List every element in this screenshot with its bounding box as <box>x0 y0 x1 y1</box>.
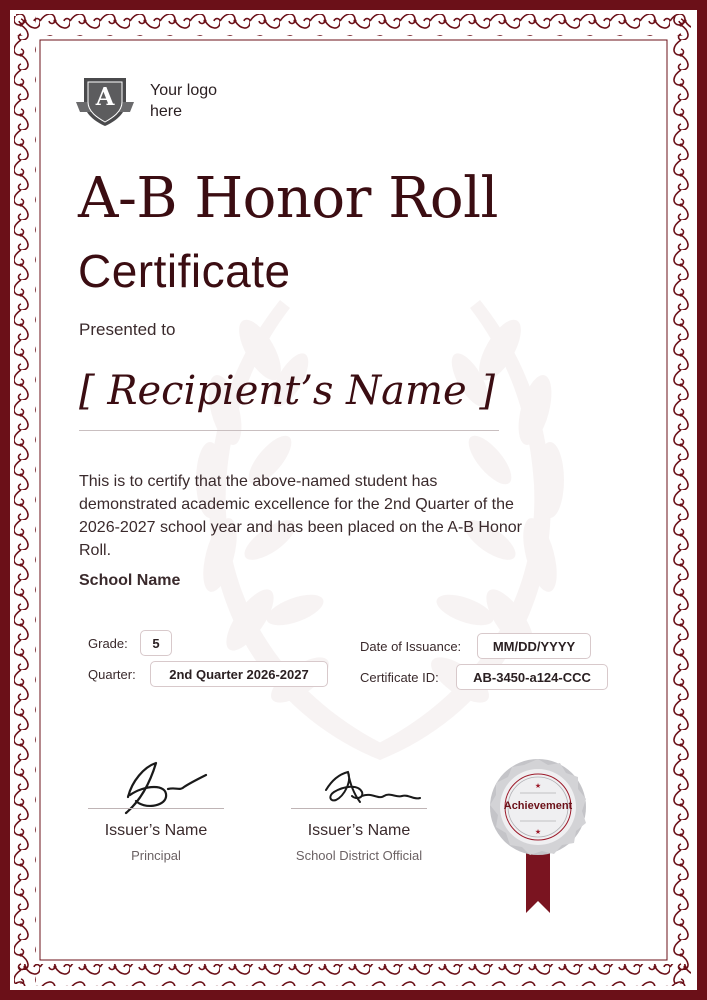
presented-to-label: Presented to <box>79 320 176 339</box>
svg-text:★: ★ <box>534 783 542 790</box>
certificate-subtitle: Certificate <box>78 245 291 297</box>
certificate-id-label: Certificate ID: <box>360 670 439 685</box>
principal-signature-icon <box>110 757 220 819</box>
official-signature-line <box>291 808 427 809</box>
recipient-name[interactable]: [ Recipient’s Name ] <box>79 368 495 414</box>
school-name[interactable]: School Name <box>79 572 181 589</box>
shield-logo-icon <box>74 72 136 130</box>
quarter-label: Quarter: <box>88 667 136 682</box>
seal-label: Achievement <box>503 800 573 812</box>
logo-text: Your logo here <box>150 82 218 120</box>
date-of-issuance-label: Date of Issuance: <box>360 639 462 654</box>
logo-letter: A <box>95 82 115 111</box>
official-issuer-name: Issuer’s Name <box>307 822 411 839</box>
logo <box>74 72 240 130</box>
certificate-title: A-B Honor Roll <box>78 166 498 231</box>
grade-label: Grade: <box>88 636 128 651</box>
quarter-field[interactable]: 2nd Quarter 2026-2027 <box>150 661 328 687</box>
principal-title: Principal <box>131 848 181 863</box>
grade-field[interactable]: 5 <box>140 630 172 656</box>
certificate-body: This is to certify that the above-named student has demonstrated academic excellence for the 2nd Quarter of the 2026-2027 school year and has been placed on the A-B Honor Roll. <box>79 473 522 559</box>
date-of-issuance-field[interactable]: MM/DD/YYYY <box>477 633 591 659</box>
principal-signature-line <box>88 808 224 809</box>
certificate-id-field[interactable]: AB-3450-a124-CCC <box>456 664 608 690</box>
recipient-underline <box>79 430 499 431</box>
achievement-seal-icon <box>486 755 590 915</box>
official-signature-icon <box>318 762 428 812</box>
official-title: School District Official <box>295 848 423 863</box>
svg-text:★: ★ <box>534 829 542 836</box>
principal-issuer-name: Issuer’s Name <box>104 822 208 839</box>
